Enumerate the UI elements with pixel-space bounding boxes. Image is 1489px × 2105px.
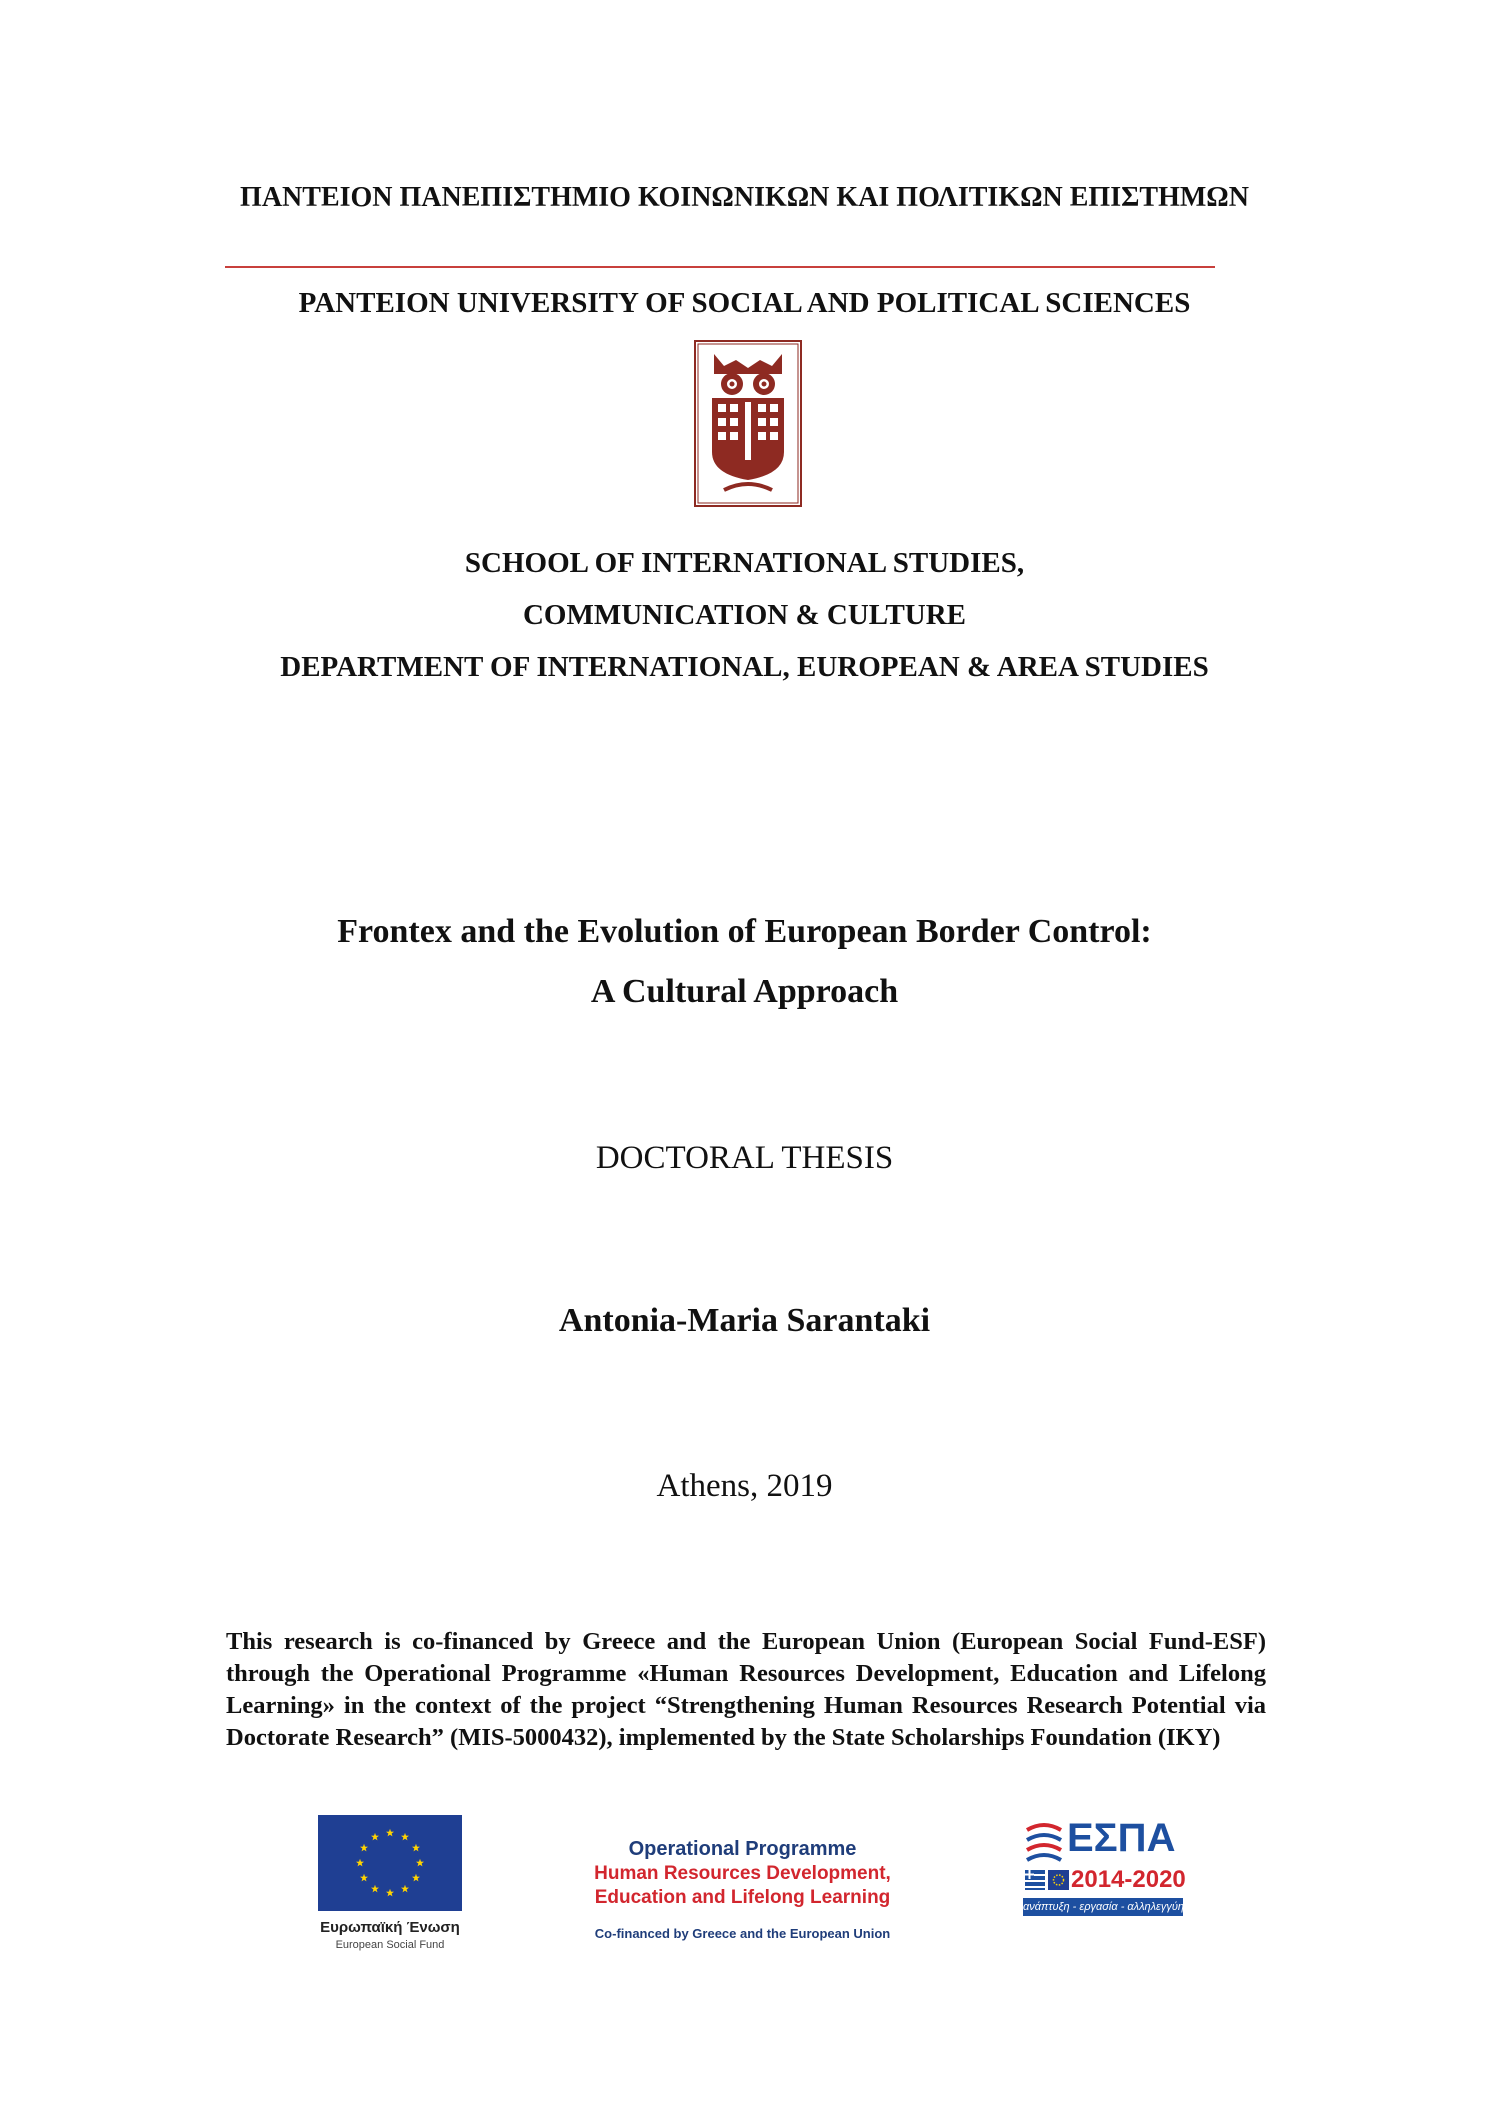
department-name: DEPARTMENT OF INTERNATIONAL, EUROPEAN & AREA STUDIES: [280, 651, 1209, 683]
espa-wordmark: ΕΣΠΑ: [1067, 1816, 1176, 1860]
eu-label-greek: Ευρωπαϊκή Ένωση: [320, 1919, 460, 1936]
op-subtitle-line-2: Education and Lifelong Learning: [594, 1887, 891, 1908]
thesis-title-line-2: A Cultural Approach: [590, 973, 899, 1010]
university-name-english: PANTEION UNIVERSITY OF SOCIAL AND POLITICAL SCIENCES: [298, 287, 1191, 319]
document-type: DOCTORAL THESIS: [595, 1140, 894, 1176]
op-cofinanced-note: Co-financed by Greece and the European Union: [594, 1926, 891, 1941]
espa-stripes-icon: [1023, 1820, 1065, 1862]
espa-years: 2014-2020: [1071, 1866, 1186, 1893]
espa-logo: [1023, 1816, 1186, 1920]
university-name-greek: ΠΑΝΤΕΙΟΝ ΠΑΝΕΠΙΣΤΗΜΙΟ ΚΟΙΝΩΝΙΚΩΝ ΚΑΙ ΠΟΛΙΤΙΚΩΝ ΕΠΙΣΤΗΜΩΝ: [240, 182, 1249, 213]
funding-statement: This research is co-financed by Greece and the European Union (European Social Fund-ESF) through the Operational Programme «Human Resources Development, Education and Lifelong Learning» in the context of the project “Strengthening Human Resources Research Potential via Doctorate Research” (MIS-5000432), implemented by the State Scholarships Foundation (IKY): [226, 1628, 1266, 1751]
header-divider: [225, 266, 1215, 268]
op-subtitle-line-1: Human Resources Development,: [594, 1863, 891, 1884]
place-and-date: Athens, 2019: [656, 1468, 833, 1504]
author-name: Antonia-Maria Sarantaki: [558, 1302, 931, 1339]
university-crest-icon: [694, 340, 802, 507]
school-name-line-1: SCHOOL OF INTERNATIONAL STUDIES,: [464, 547, 1025, 579]
espa-slogan: ανάπτυξη - εργασία - αλληλεγγύη: [1023, 1898, 1183, 1916]
school-name-line-2: COMMUNICATION & CULTURE: [522, 599, 967, 631]
greece-eu-flags-icon: [1025, 1870, 1069, 1890]
eu-label-english: European Social Fund: [335, 1939, 445, 1951]
eu-flag-icon: [318, 1815, 462, 1911]
op-title: Operational Programme: [628, 1838, 857, 1860]
thesis-title-line-1: Frontex and the Evolution of European Border Control:: [337, 913, 1152, 950]
operational-programme-logo: [575, 1838, 910, 1948]
eu-logo: [310, 1815, 470, 1955]
